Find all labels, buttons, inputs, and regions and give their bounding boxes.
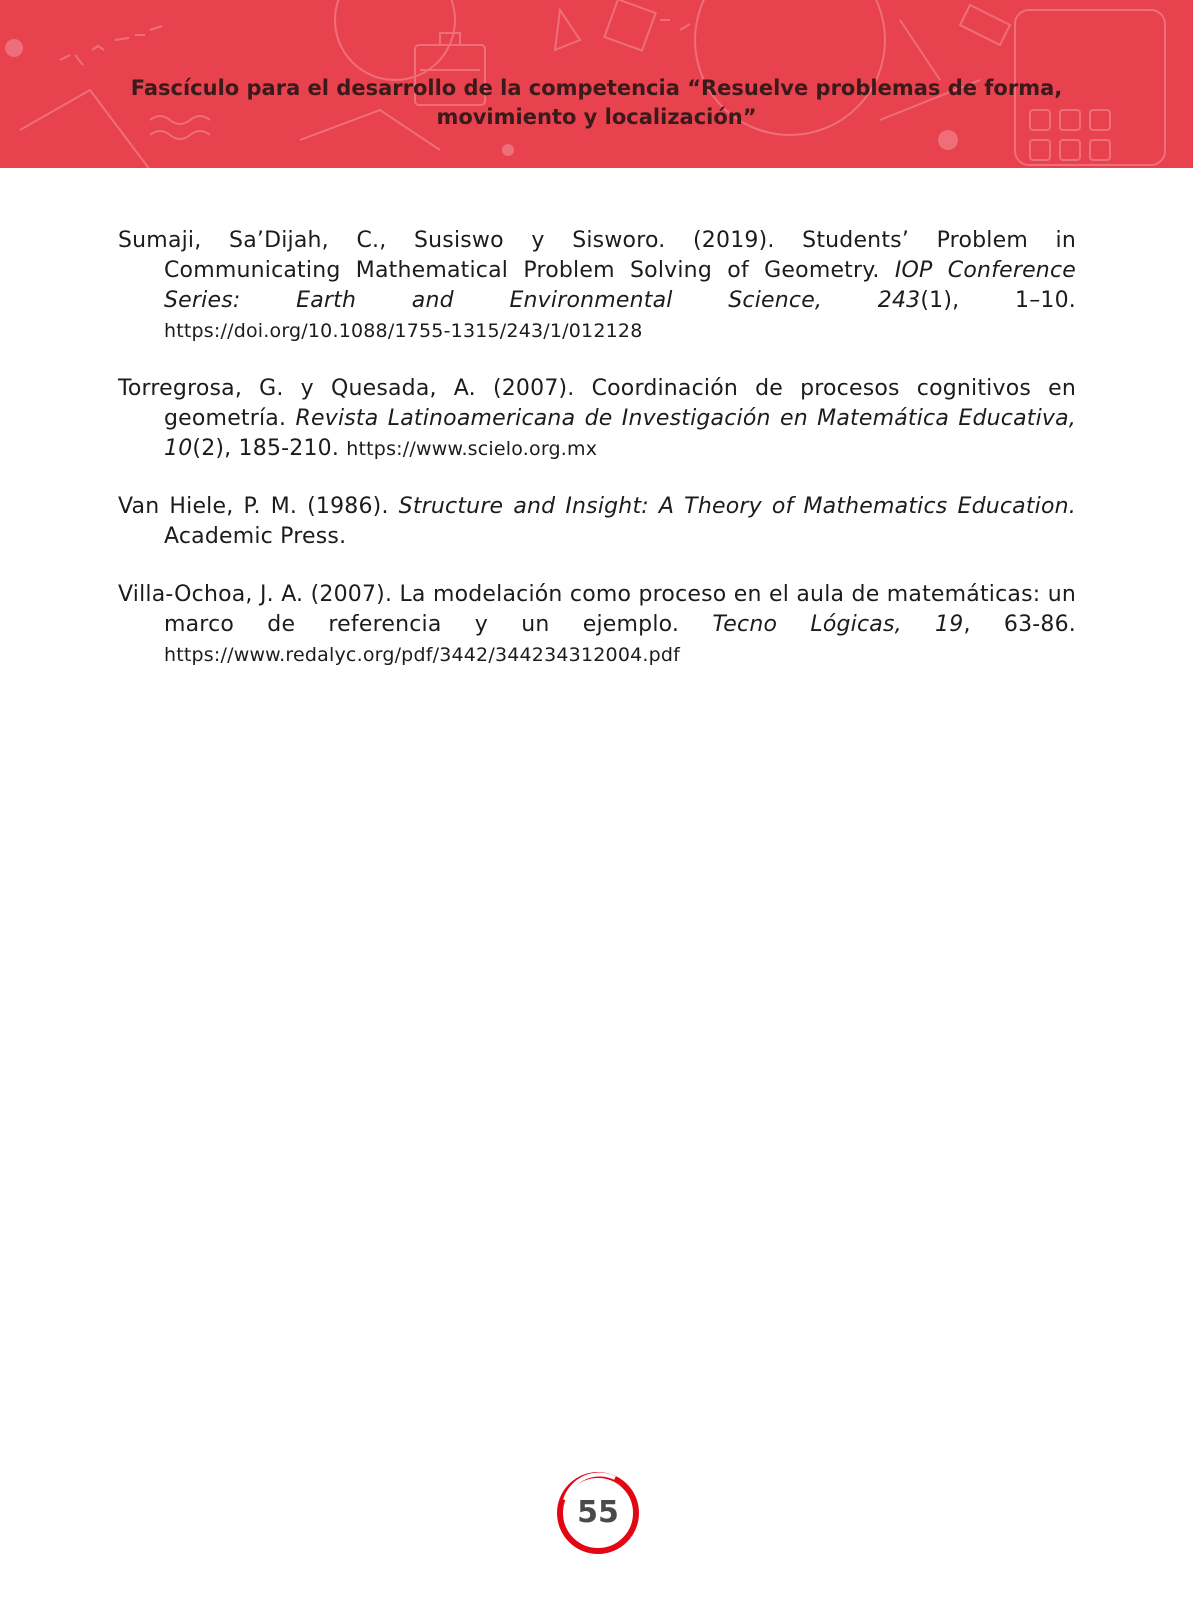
reference-text: Torregrosa, G. y Quesada, A. (2007). Coordinación de procesos cognitivos en geometría. <box>118 376 1076 431</box>
reference-entry <box>118 374 1076 464</box>
page-header <box>0 0 1193 168</box>
reference-source: IOP Conference Series: Earth and Environmental Science, 243 <box>164 258 1076 313</box>
reference-entry <box>118 580 1076 670</box>
header-title-line-2: movimiento y localización” <box>436 105 757 129</box>
reference-source: Tecno Lógicas, 19 <box>712 612 964 637</box>
reference-link[interactable]: https://www.scielo.org.mx <box>346 438 598 460</box>
reference-link[interactable]: https://www.redalyc.org/pdf/3442/344234312004.pdf <box>164 644 681 666</box>
reference-entry <box>118 226 1076 346</box>
header-title <box>60 74 1133 132</box>
reference-source: Structure and Insight: A Theory of Mathematics Education. <box>398 494 1076 519</box>
reference-text: Van Hiele, P. M. (1986). <box>118 494 399 519</box>
reference-entry <box>118 492 1076 552</box>
reference-detail: (2), 185-210. <box>192 436 347 461</box>
header-title-line-1: Fascículo para el desarrollo de la competencia “Resuelve problemas de forma, <box>130 76 1063 100</box>
reference-detail: Academic Press. <box>164 524 347 549</box>
reference-source: Revista Latinoamericana de Investigación en Matemática Educativa, 10 <box>164 406 1076 461</box>
reference-text: Sumaji, Sa’Dijah, C., Susiswo y Sisworo. (2019). Students’ Problem in Communicating Mathematical Problem Solving of Geometry. <box>118 228 1076 283</box>
reference-link[interactable]: https://doi.org/10.1088/1755-1315/243/1/012128 <box>164 320 643 342</box>
reference-list <box>118 226 1076 698</box>
page-number: 55 <box>577 1495 619 1530</box>
reference-detail: (1), 1–10. <box>920 288 1076 313</box>
reference-text: Villa-Ochoa, J. A. (2007). La modelación como proceso en el aula de matemáticas: un marco de referencia y un ejemplo. <box>118 582 1076 637</box>
reference-detail: , 63-86. <box>963 612 1076 637</box>
